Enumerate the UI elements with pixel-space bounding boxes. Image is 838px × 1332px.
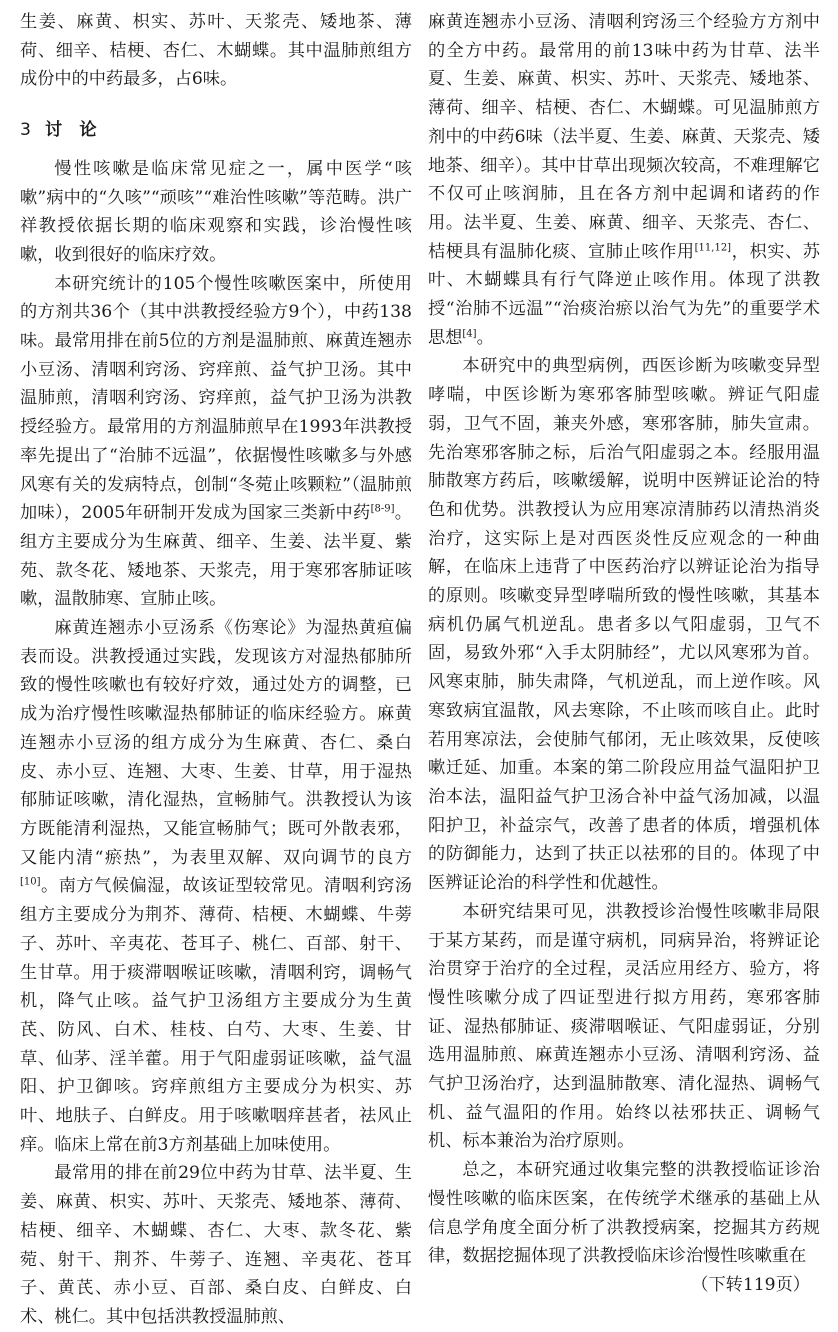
paragraph: 慢性咳嗽是临床常见症之一，属中医学“咳嗽”病中的“久咳”“顽咳”“难治性咳嗽”等范畴。洪广祥教授依据长期的临床观察和实践，诊治慢性咳嗽，收到很好的临床疗效。 [20,158,412,265]
citation: [4] [462,328,477,339]
paragraph-text: ，枳实、苏叶、木蝴蝶具有行气降逆止咳作用。体现了洪教授“治肺不远温”“治痰治瘀以治气为先”的重要学术思想 [428,241,820,348]
section-title: 讨 论 [44,120,97,141]
paragraph: 总之，本研究通过收集完整的洪教授临证诊治慢性咳嗽的临床医案，在传统学术继承的基础上从信息学角度全面分析了洪教授病案，挖掘其方药规律，数据挖掘体现了洪教授临床诊治慢性咳嗽重在 [428,1160,820,1267]
paragraph: 本研究中的典型病例，西医诊断为咳嗽变异型哮喘，中医诊断为寒邪客肺型咳嗽。辨证气阳虚弱，卫气不固，兼夹外感，寒邪客肺，肺失宣肃。先治寒邪客肺之标，后治气阳虚弱之本。经服用温肺散寒方药后，咳嗽缓解，说明中医辨证论治的特色和优势。洪教授认为应用寒凉清肺药以清热消炎治疗，这实际上是对西医炎性反应观念的一种曲解，在临床上违背了中医药治疗以辨证论治为指导的原则。咳嗽变异型哮喘所致的慢性咳嗽，其基本病机仍属气机逆乱。患者多以气阳虚弱，卫气不固，易致外邪“入手太阴肺经”，尤以风寒邪为首。风寒束肺，肺失肃降，气机逆乱，而上逆作咳。风寒致病宜温散，风去寒除，不止咳而咳自止。此时若用寒凉法，会使肺气郁闭，无止咳效果，反使咳嗽迁延、加重。本案的第二阶段应用益气温阳护卫治本法，温阳益气护卫汤合补中益气汤加减，以温阳护卫，补益宗气，改善了患者的体质，增强机体的防御能力，达到了扶正以祛邪的目的。体现了中医辨证论治的科学性和优越性。 [428,356,820,894]
paragraph-text: 麻黄连翘赤小豆汤系《伤寒论》为湿热黄疸偏表而设。洪教授通过实践，发现该方对湿热郁肺所致的慢性咳嗽也有较好疗效，通过处方的调整，已成为治疗慢性咳嗽湿热郁肺证的临床经验方。麻黄连翘赤小豆汤的组方成分为生麻黄、杏仁、桑白皮、赤小豆、连翘、大枣、生姜、甘草，用于湿热郁肺证咳嗽，清化湿热，宣畅肺气。洪教授认为该方既能清利湿热，又能宣畅肺气；既可外散表邪，又能内清“瘀热”，为表里双解、双向调节的良方 [20,618,412,868]
paragraph: 最常用的排在前29位中药为甘草、法半夏、生姜、麻黄、枳实、苏叶、天浆壳、矮地茶、薄荷、桔梗、细辛、木蝴蝶、杏仁、大枣、款冬花、紫菀、射干、荆芥、牛蒡子、连翘、辛夷花、苍耳子、黄芪、赤小豆、百部、桑白皮、白鲜皮、白术、桃仁。其中包括洪教授温肺煎、 [20,1163,412,1327]
paragraph [20,614,412,1159]
left-column [20,8,412,1327]
paragraph: 生姜、麻黄、枳实、苏叶、天浆壳、矮地茶、薄荷、细辛、桔梗、杏仁、木蝴蝶。其中温肺煎组方成份中的中药最多，占6味。 [20,12,412,90]
paragraph: 本研究结果可见，洪教授诊治慢性咳嗽非局限于某方某药，而是谨守病机，同病异治，将辨证论治贯穿于治疗的全过程，灵活应用经方、验方，将慢性咳嗽分成了四证型进行拟方用药，寒邪客肺证、湿热郁肺证、痰滞咽喉证、气阳虚弱证，分别选用温肺煎、麻黄连翘赤小豆汤、清咽利窍汤、益气护卫汤治疗，达到温肺散寒、清化湿热、调畅气机、益气温阳的作用。始终以祛邪扶正、调畅气机、标本兼治为治疗原则。 [428,901,820,1152]
paragraph [428,8,820,352]
right-column [428,8,820,1295]
citation: [10] [20,876,41,888]
section-number: 3 [20,120,31,141]
section-heading [20,116,412,145]
paragraph [20,270,412,614]
paragraph-text: 。组方主要成分为生麻黄、细辛、生姜、法半夏、紫苑、款冬花、矮地茶、天浆壳，用于寒邪客肺证咳嗽，温散肺寒、宣肺止咳。 [20,503,412,610]
paragraph-text: 。南方气候偏湿，故该证型较常见。清咽利窍汤组方主要成分为荆芥、薄荷、桔梗、木蝴蝶、牛蒡子、苏叶、辛夷花、苍耳子、桃仁、百部、射干、生甘草。用于痰滞咽喉证咳嗽，清咽利窍，调畅气机，降气止咳。益气护卫汤组方主要成分为生黄芪、防风、白术、桂枝、白芍、大枣、生姜、甘草、仙茅、淫羊藿。用于气阳虚弱证咳嗽，益气温阳、护卫御咳。窍痒煎组方主要成分为枳实、苏叶、地肤子、白鲜皮。用于咳嗽咽痒甚者，祛风止痒。临床上常在前3方剂基础上加味使用。 [20,876,412,1155]
paragraph-text: 麻黄连翘赤小豆汤、清咽利窍汤三个经验方方剂中的全方中药。最常用的前13味中药为甘草、法半夏、生姜、麻黄、枳实、苏叶、天浆壳、矮地茶、薄荷、细辛、桔梗、杏仁、木蝴蝶。可见温肺煎方剂中的中药6味（法半夏、生姜、麻黄、天浆壳、矮地茶、细辛）。其中甘草出现频次较高，不难理解它不仅可止咳润肺，且在各方剂中起调和诸药的作用。法半夏、生姜、麻黄、细辛、天浆壳、杏仁、桔梗具有温肺化痰、宣肺止咳作用 [428,12,820,262]
citation: [8-9] [370,503,395,515]
continued-note: （下转119页） [691,1274,810,1295]
paragraph-text: 。 [476,327,494,348]
paragraph-text: 本研究统计的105个慢性咳嗽医案中，所使用的方剂共36个（其中洪教授经验方9个），中药138味。最常用排在前5位的方剂是温肺煎、麻黄连翘赤小豆汤、清咽利窍汤、窍痒煎、益气护卫汤。其中温肺煎，清咽利窍汤、窍痒煎，益气护卫汤为洪教授经验方。最常用的方剂温肺煎早在1993年洪教授率先提出了“治肺不远温”，依据慢性咳嗽多与外感风寒有关的发病特点，创制“冬菀止咳颗粒”（温肺煎加味），2005年研制开发成为国家三类新中药 [20,273,412,524]
citation: [11,12] [694,241,732,253]
